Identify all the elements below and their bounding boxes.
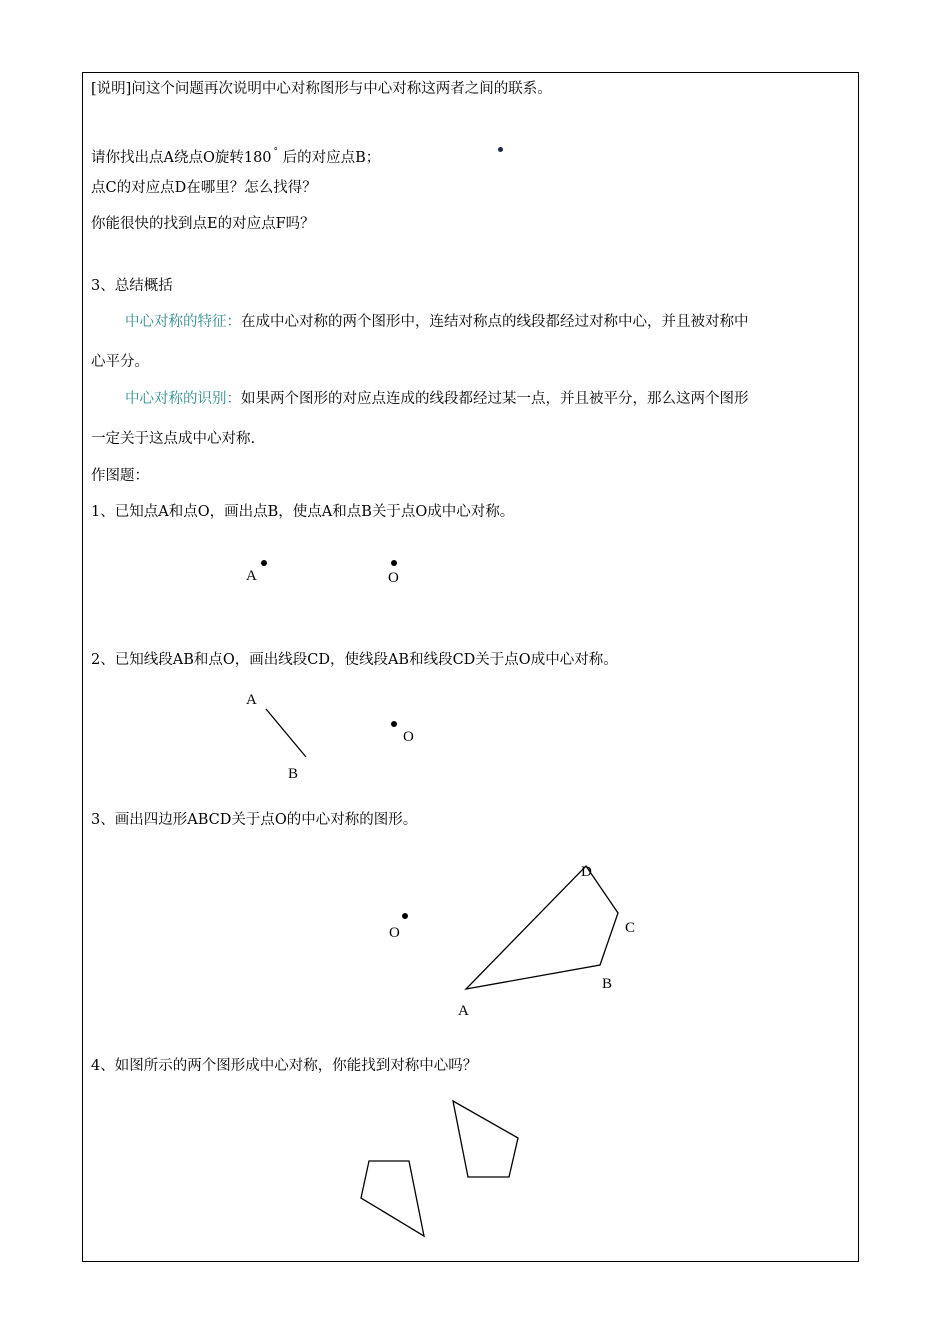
- fig3-point-o: [402, 913, 408, 919]
- exercise-4: 4、如图所示的两个图形成中心对称，你能找到对称中心吗？: [91, 1058, 478, 1074]
- note-text: [说明]问这个问题再次说明中心对称图形与中心对称这两者之间的联系。: [91, 81, 552, 97]
- identify-text: 如果两个图形的对应点连成的线段都经过某一点，并且被平分，那么这两个图形: [241, 391, 749, 407]
- fig3-label-a: A: [458, 1003, 469, 1019]
- fig1-point-a: [261, 560, 267, 566]
- question-1-pre: 请你找出点A绕点O旋转180: [91, 150, 272, 166]
- question-1: [91, 142, 380, 168]
- exercise-1: 1、已知点A和点O，画出点B，使点A和点B关于点O成中心对称。: [91, 504, 515, 520]
- question-3: 你能很快的找到点E的对应点F吗？: [91, 216, 315, 232]
- identify-title: 中心对称的识别：: [125, 391, 241, 407]
- fig3-label-d: D: [581, 864, 592, 880]
- fig1-point-o: [391, 560, 397, 566]
- degree-mark: °: [273, 147, 279, 157]
- exercise-3: 3、画出四边形ABCD关于点O的中心对称的图形。: [91, 812, 418, 828]
- identify-continuation: 一定关于这点成中心对称.: [91, 431, 256, 447]
- fig3-label-c: C: [625, 920, 636, 936]
- feature-continuation: 心平分。: [91, 354, 149, 370]
- exercise-2: 2、已知线段AB和点O，画出线段CD，使线段AB和线段CD关于点O成中心对称。: [91, 652, 618, 668]
- question-2: 点C的对应点D在哪里？怎么找得？: [91, 180, 317, 196]
- feature-title: 中心对称的特征：: [125, 314, 241, 330]
- fig2-label-a: A: [246, 692, 257, 708]
- stray-dot: [498, 147, 503, 152]
- fig2-label-o: O: [403, 729, 414, 745]
- fig3-label-o: O: [389, 925, 400, 941]
- question-1-post: 后的对应点B；: [282, 150, 381, 166]
- fig3-label-b: B: [602, 976, 613, 992]
- fig1-label-a: A: [246, 568, 257, 584]
- identify-paragraph: [125, 389, 749, 409]
- fig2-point-o: [391, 721, 397, 727]
- fig1-label-o: O: [388, 570, 399, 586]
- exercises-heading: 作图题：: [91, 468, 149, 484]
- feature-paragraph: [125, 312, 749, 332]
- fig2-label-b: B: [288, 766, 299, 782]
- feature-text: 在成中心对称的两个图形中，连结对称点的线段都经过对称中心，并且被对称中: [241, 314, 749, 330]
- summary-heading: 3、总结概括: [91, 278, 173, 294]
